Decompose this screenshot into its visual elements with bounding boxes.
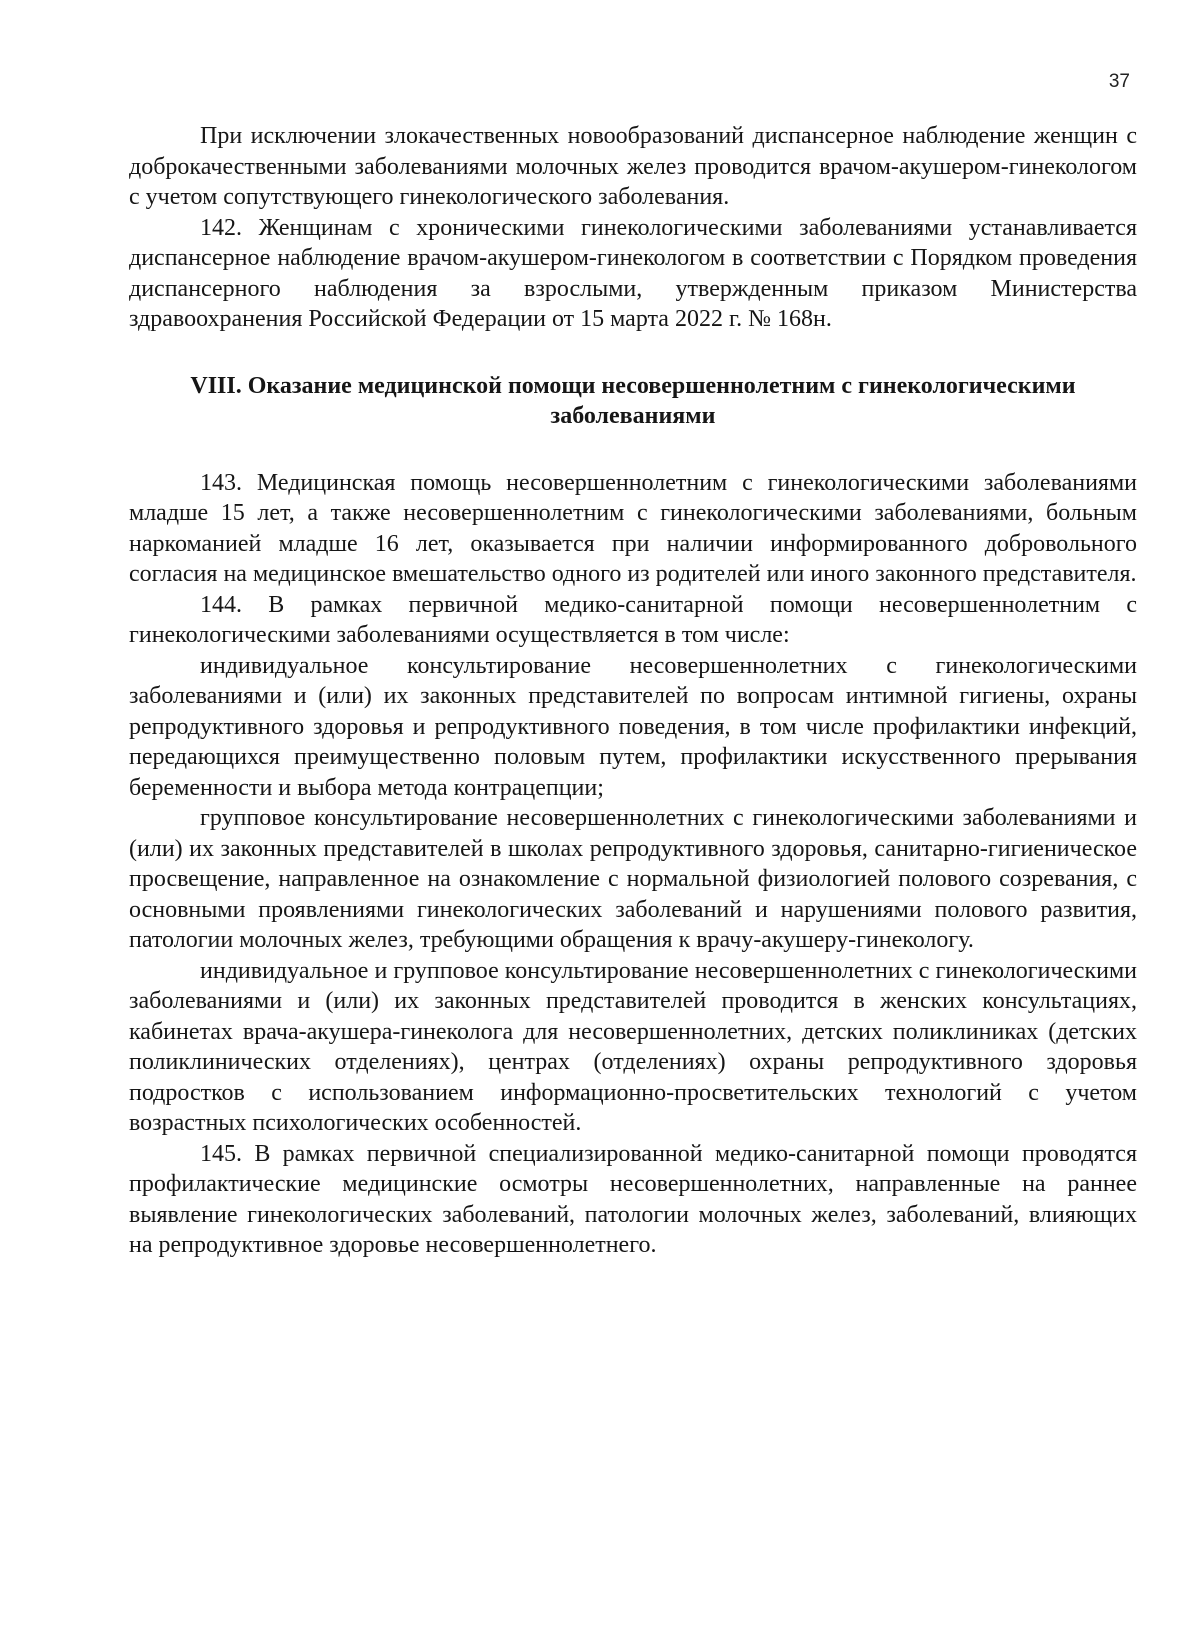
paragraph-144: 144. В рамках первичной медико-санитарной помощи несовершеннолетним с гинекологическими заболеваниями осуществляется в том числе: (129, 591, 1137, 648)
paragraph-145: 145. В рамках первичной специализированной медико-санитарной помощи проводятся профилактические медицинские осмотры несовершеннолетних, направленные на раннее выявление гинекологических заболеваний, патологии молочных желез, заболеваний, влияющих на репродуктивное здоровье несовершеннолетнего. (129, 1140, 1137, 1258)
document-body (129, 121, 1137, 1261)
page-number: 37 (1108, 71, 1130, 92)
paragraph-diagnostic-observation: При исключении злокачественных новообразований диспансерное наблюдение женщин с доброкачественными заболеваниями молочных желез проводится врачом-акушером-гинекологом с учетом сопутствующего гинекологического заболевания. (129, 123, 1137, 210)
paragraph-143: 143. Медицинская помощь несовершеннолетним с гинекологическими заболеваниями младше 15 лет, а также несовершеннолетним с гинекологическими заболеваниями, больным наркоманией младше 16 лет, оказывается при наличии информированного добровольного согласия на медицинское вмешательство одного из родителей или иного законного представителя. (129, 469, 1137, 587)
paragraph-consulting-locations: индивидуальное и групповое консультирование несовершеннолетних с гинекологическими заболеваниями и (или) их законных представителей проводится в женских консультациях, кабинетах врача-акушера-гинеколога для несовершеннолетних, детских поликлиниках (детских поликлинических отделениях), центрах (отделениях) охраны репродуктивного здоровья подростков с использованием информационно-просветительских технологий с учетом возрастных психологических особенностей. (129, 957, 1137, 1136)
section-heading-viii: VIII. Оказание медицинской помощи несовершеннолетним с гинекологическими заболеваниями (190, 372, 1076, 429)
paragraph-142: 142. Женщинам с хроническими гинекологическими заболеваниями устанавливается диспансерное наблюдение врачом-акушером-гинекологом в соответствии с Порядком проведения диспансерного наблюдения за взрослыми, утвержденным приказом Министерства здравоохранения Российской Федерации от 15 марта 2022 г. № 168н. (129, 214, 1137, 332)
paragraph-group-consulting: групповое консультирование несовершеннолетних с гинекологическими заболеваниями и (или) их законных представителей в школах репродуктивного здоровья, санитарно-гигиеническое просвещение, направленное на ознакомление с нормальной физиологией полового созревания, с основными проявлениями гинекологических заболеваний и нарушениями полового развития, патологии молочных желез, требующими обращения к врачу-акушеру-гинекологу. (129, 805, 1137, 953)
paragraph-individual-consulting: индивидуальное консультирование несовершеннолетних с гинекологическими заболеваниями и (или) их законных представителей по вопросам интимной гигиены, охраны репродуктивного здоровья и репродуктивного поведения, в том числе профилактики инфекций, передающихся преимущественно половым путем, профилактики искусственного прерывания беременности и выбора метода контрацепции; (129, 652, 1137, 801)
